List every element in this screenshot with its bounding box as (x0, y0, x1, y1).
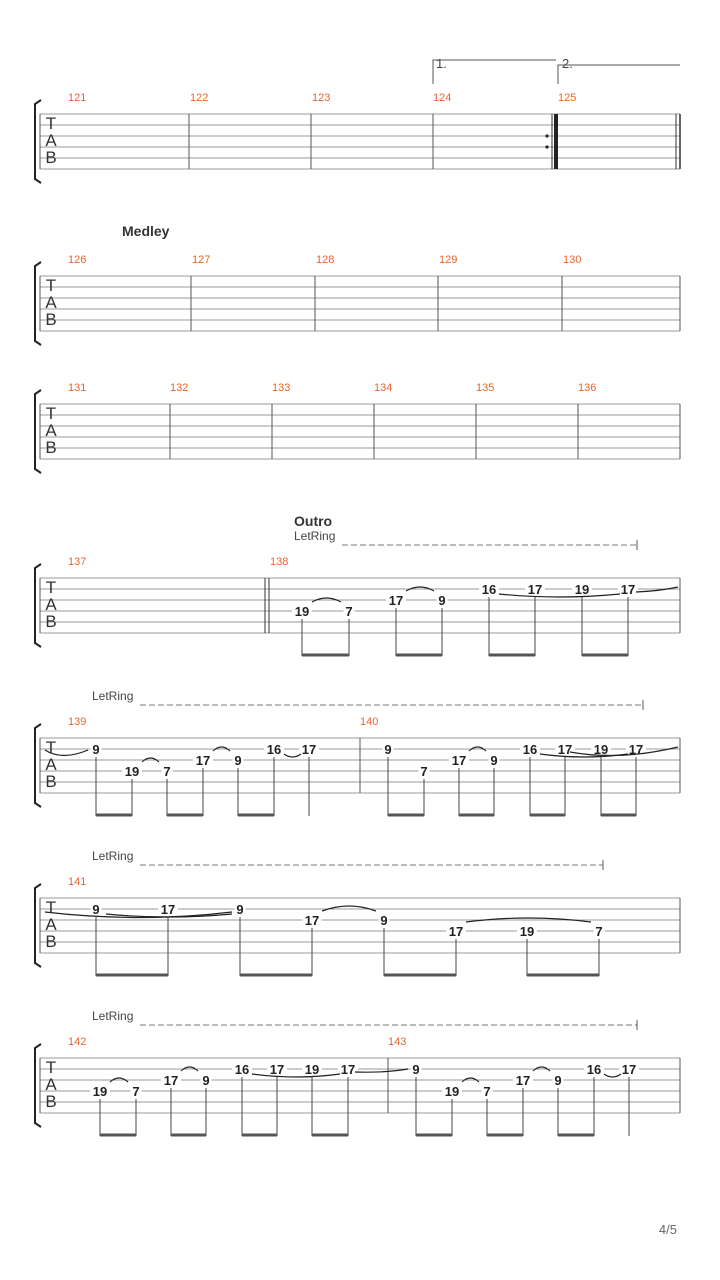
fret-number: 17 (269, 1062, 285, 1077)
fret-number: 17 (621, 1062, 637, 1077)
slur-arc (604, 1074, 621, 1077)
measure-number: 125 (558, 92, 577, 104)
measure-number: 131 (68, 382, 87, 394)
volta-bracket-1 (433, 60, 556, 84)
tab-clef-letter: B (45, 612, 57, 631)
volta-bracket-2 (558, 65, 680, 84)
measure-number: 130 (563, 254, 582, 266)
measure-number: 136 (578, 382, 597, 394)
fret-number: 7 (132, 1084, 140, 1099)
tab-clef-letter: T (45, 114, 57, 133)
let-ring-label: LetRing (92, 1009, 134, 1023)
fret-number: 19 (574, 582, 590, 597)
tab-clef-letter: B (45, 438, 57, 457)
fret-number: 16 (586, 1062, 602, 1077)
fret-number: 9 (412, 1062, 420, 1077)
measure-number: 135 (476, 382, 495, 394)
fret-number: 17 (451, 753, 467, 768)
fret-number: 17 (195, 753, 211, 768)
measure-number: 128 (316, 254, 335, 266)
tab-clef-letter: A (45, 595, 57, 614)
tab-clef-letter: T (45, 1058, 57, 1077)
measure-number: 138 (270, 556, 289, 568)
fret-number: 17 (620, 582, 636, 597)
fret-number: 17 (163, 1073, 179, 1088)
fret-number: 7 (163, 764, 171, 779)
fret-number: 9 (236, 902, 244, 917)
measure-number: 143 (388, 1036, 407, 1048)
fret-number: 17 (304, 913, 320, 928)
measure-number: 122 (190, 92, 209, 104)
slur-arc (252, 1074, 340, 1077)
measure-number: 123 (312, 92, 331, 104)
fret-number: 7 (420, 764, 428, 779)
ending-first: 1. (436, 56, 447, 71)
fret-number: 9 (384, 742, 392, 757)
tab-clef-letter: A (45, 293, 57, 312)
tab-clef-letter: A (45, 131, 57, 150)
fret-number: 17 (340, 1062, 356, 1077)
tab-clef-letter: B (45, 1092, 57, 1111)
measure-number: 140 (360, 716, 379, 728)
fret-number: 16 (266, 742, 282, 757)
section-outro: Outro (294, 513, 333, 529)
fret-number: 19 (444, 1084, 460, 1099)
measure-number: 139 (68, 716, 87, 728)
repeat-dot (545, 134, 548, 137)
measure-number: 121 (68, 92, 87, 104)
fret-number: 19 (304, 1062, 320, 1077)
fret-number: 7 (345, 604, 353, 619)
fret-number: 9 (554, 1073, 562, 1088)
tab-clef-letter: B (45, 932, 57, 951)
measure-number: 132 (170, 382, 189, 394)
fret-number: 9 (380, 913, 388, 928)
tab-clef-letter: T (45, 276, 57, 295)
fret-number: 17 (527, 582, 543, 597)
section-medley: Medley (122, 223, 170, 239)
tab-clef-letter: A (45, 421, 57, 440)
tab-clef-letter: A (45, 915, 57, 934)
fret-number: 9 (438, 593, 446, 608)
let-ring-label: LetRing (92, 689, 134, 703)
fret-number: 9 (490, 753, 498, 768)
fret-number: 19 (92, 1084, 108, 1099)
fret-number: 17 (557, 742, 573, 757)
fret-number: 9 (92, 902, 100, 917)
measure-number: 129 (439, 254, 458, 266)
repeat-barline-thick (554, 114, 558, 169)
fret-number: 17 (301, 742, 317, 757)
let-ring-label: LetRing (294, 529, 336, 543)
measure-number: 124 (433, 92, 452, 104)
fret-number: 17 (628, 742, 644, 757)
tab-clef-letter: B (45, 310, 57, 329)
tab-clef-letter: T (45, 898, 57, 917)
fret-number: 17 (388, 593, 404, 608)
tab-clef-letter: B (45, 148, 57, 167)
repeat-dot (545, 145, 548, 148)
fret-number: 9 (92, 742, 100, 757)
fret-number: 17 (448, 924, 464, 939)
fret-number: 19 (124, 764, 140, 779)
fret-number: 9 (234, 753, 242, 768)
tab-clef-letter: T (45, 404, 57, 423)
tab-clef-letter: A (45, 755, 57, 774)
fret-number: 17 (160, 902, 176, 917)
tab-clef-letter: T (45, 738, 57, 757)
tab-clef-letter: T (45, 578, 57, 597)
tab-clef-letter: B (45, 772, 57, 791)
fret-number: 19 (519, 924, 535, 939)
tab-clef-letter: A (45, 1075, 57, 1094)
measure-number: 141 (68, 876, 87, 888)
fret-number: 7 (595, 924, 603, 939)
measure-number: 127 (192, 254, 211, 266)
page-number: 4/5 (658, 1222, 677, 1237)
fret-number: 19 (294, 604, 310, 619)
measure-number: 137 (68, 556, 87, 568)
fret-number: 16 (481, 582, 497, 597)
fret-number: 7 (483, 1084, 491, 1099)
slur-arc (499, 594, 620, 597)
fret-number: 16 (522, 742, 538, 757)
let-ring-label: LetRing (92, 849, 134, 863)
fret-number: 9 (202, 1073, 210, 1088)
measure-number: 126 (68, 254, 87, 266)
slur-arc (284, 754, 301, 757)
fret-number: 17 (515, 1073, 531, 1088)
measure-number: 133 (272, 382, 291, 394)
measure-number: 142 (68, 1036, 87, 1048)
ending-second: 2. (562, 56, 573, 71)
fret-number: 19 (593, 742, 609, 757)
measure-number: 134 (374, 382, 393, 394)
fret-number: 16 (234, 1062, 250, 1077)
